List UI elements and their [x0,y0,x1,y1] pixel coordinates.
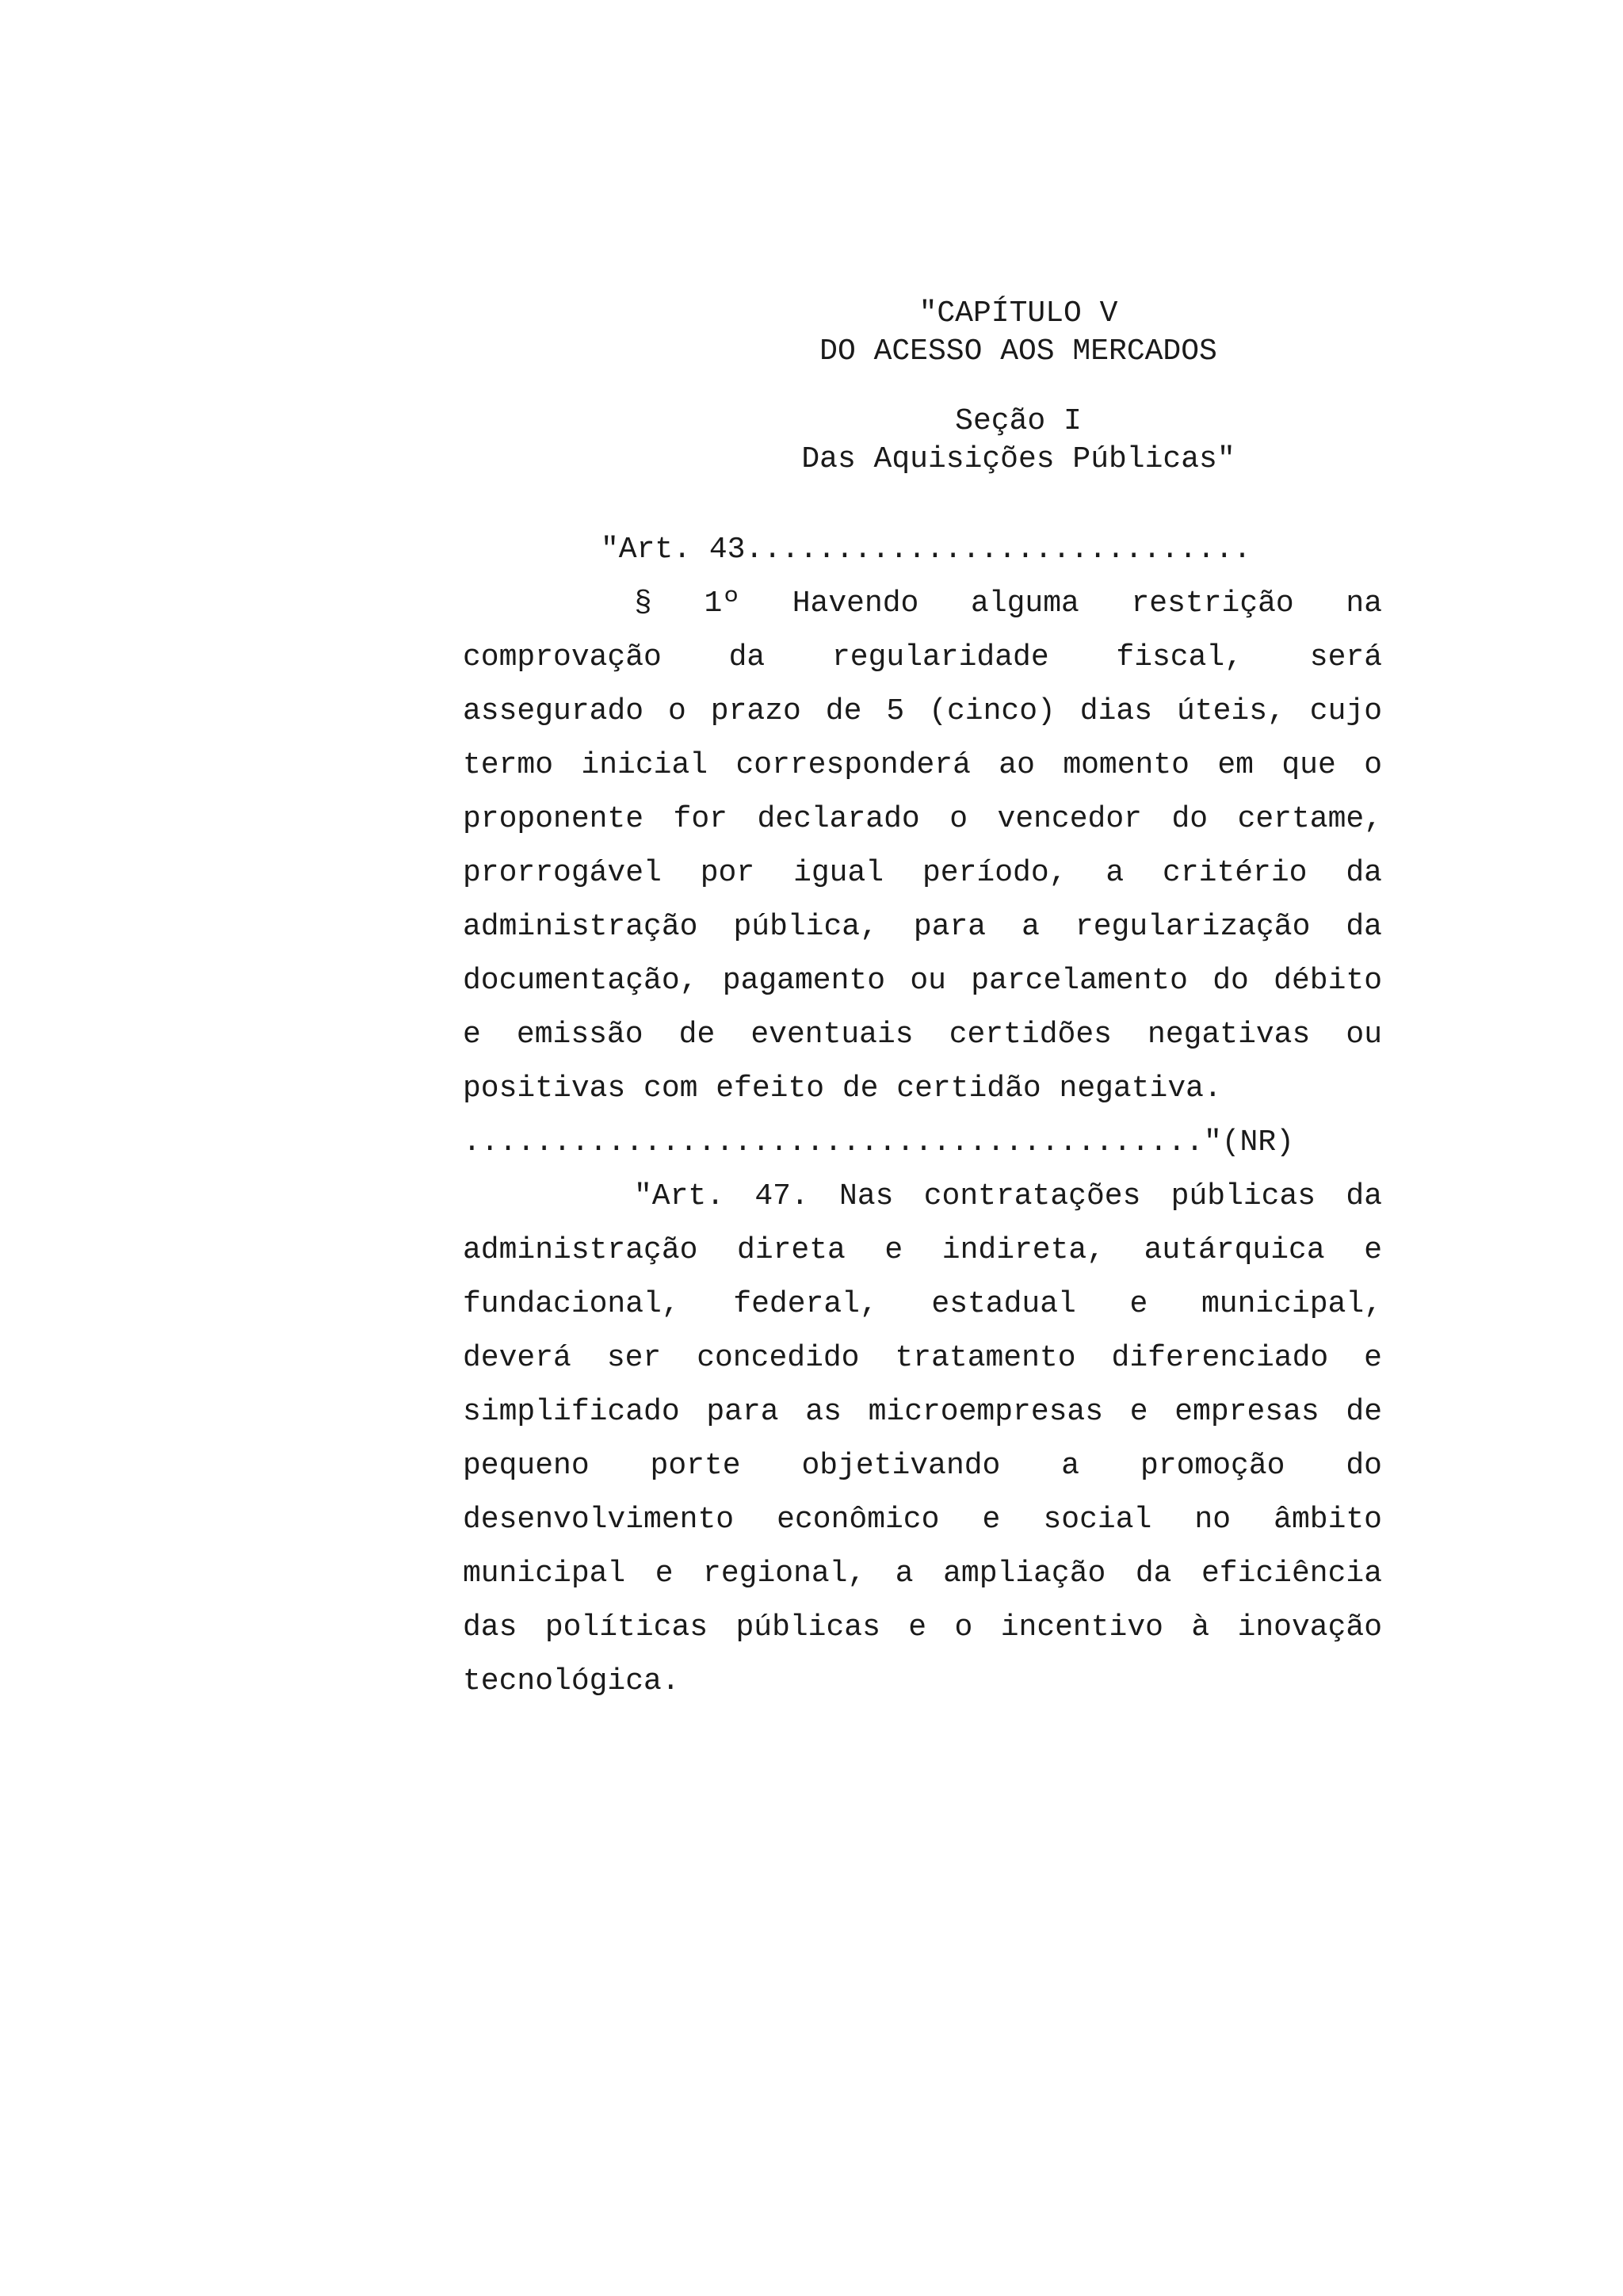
paragraph-line: assegurado o prazo de 5 (cinco) dias úteis, cujo [463,694,1382,728]
section-title: Seção I [955,404,1082,438]
paragraph-line: fundacional, federal, estadual e municipal, [463,1287,1382,1321]
chapter-heading [761,295,1276,371]
paragraph-line: § 1º Havendo alguma restrição na [634,586,1382,621]
chapter-subtitle: DO ACESSO AOS MERCADOS [819,334,1217,369]
paragraph-line: prorrogável por igual período, a critério da [463,856,1382,890]
paragraph-line: das políticas públicas e o incentivo à inovação [463,1610,1382,1645]
paragraph-line: municipal e regional, a ampliação da eficiência [463,1557,1382,1591]
art43-heading: "Art. 43............................ [601,533,1251,567]
paragraph-line: comprovação da regularidade fiscal, será [463,640,1382,674]
paragraph-line: proponente for declarado o vencedor do certame, [463,802,1382,836]
art43-closing: ........................................."(NR) [463,1125,1294,1159]
paragraph-line: tecnológica. [463,1664,680,1698]
section-heading [761,403,1276,479]
paragraph-line: simplificado para as microempresas e empresas de [463,1395,1382,1429]
paragraph-line: pequeno porte objetivando a promoção do [463,1449,1382,1483]
paragraph-line: e emissão de eventuais certidões negativas ou [463,1018,1382,1052]
section-subtitle: Das Aquisições Públicas" [801,442,1235,476]
paragraph-line: administração pública, para a regularização da [463,910,1382,944]
chapter-title: "CAPÍTULO V [918,296,1118,330]
paragraph-line: administração direta e indireta, autárquica e [463,1233,1382,1267]
paragraph-line: "Art. 47. Nas contratações públicas da [634,1179,1382,1213]
paragraph-line: termo inicial corresponderá ao momento em que o [463,748,1382,782]
paragraph-line: deverá ser concedido tratamento diferenciado e [463,1341,1382,1375]
paragraph-line: desenvolvimento econômico e social no âmbito [463,1503,1382,1537]
paragraph-line: positivas com efeito de certidão negativa. [463,1072,1222,1106]
paragraph-line: documentação, pagamento ou parcelamento do débito [463,964,1382,998]
